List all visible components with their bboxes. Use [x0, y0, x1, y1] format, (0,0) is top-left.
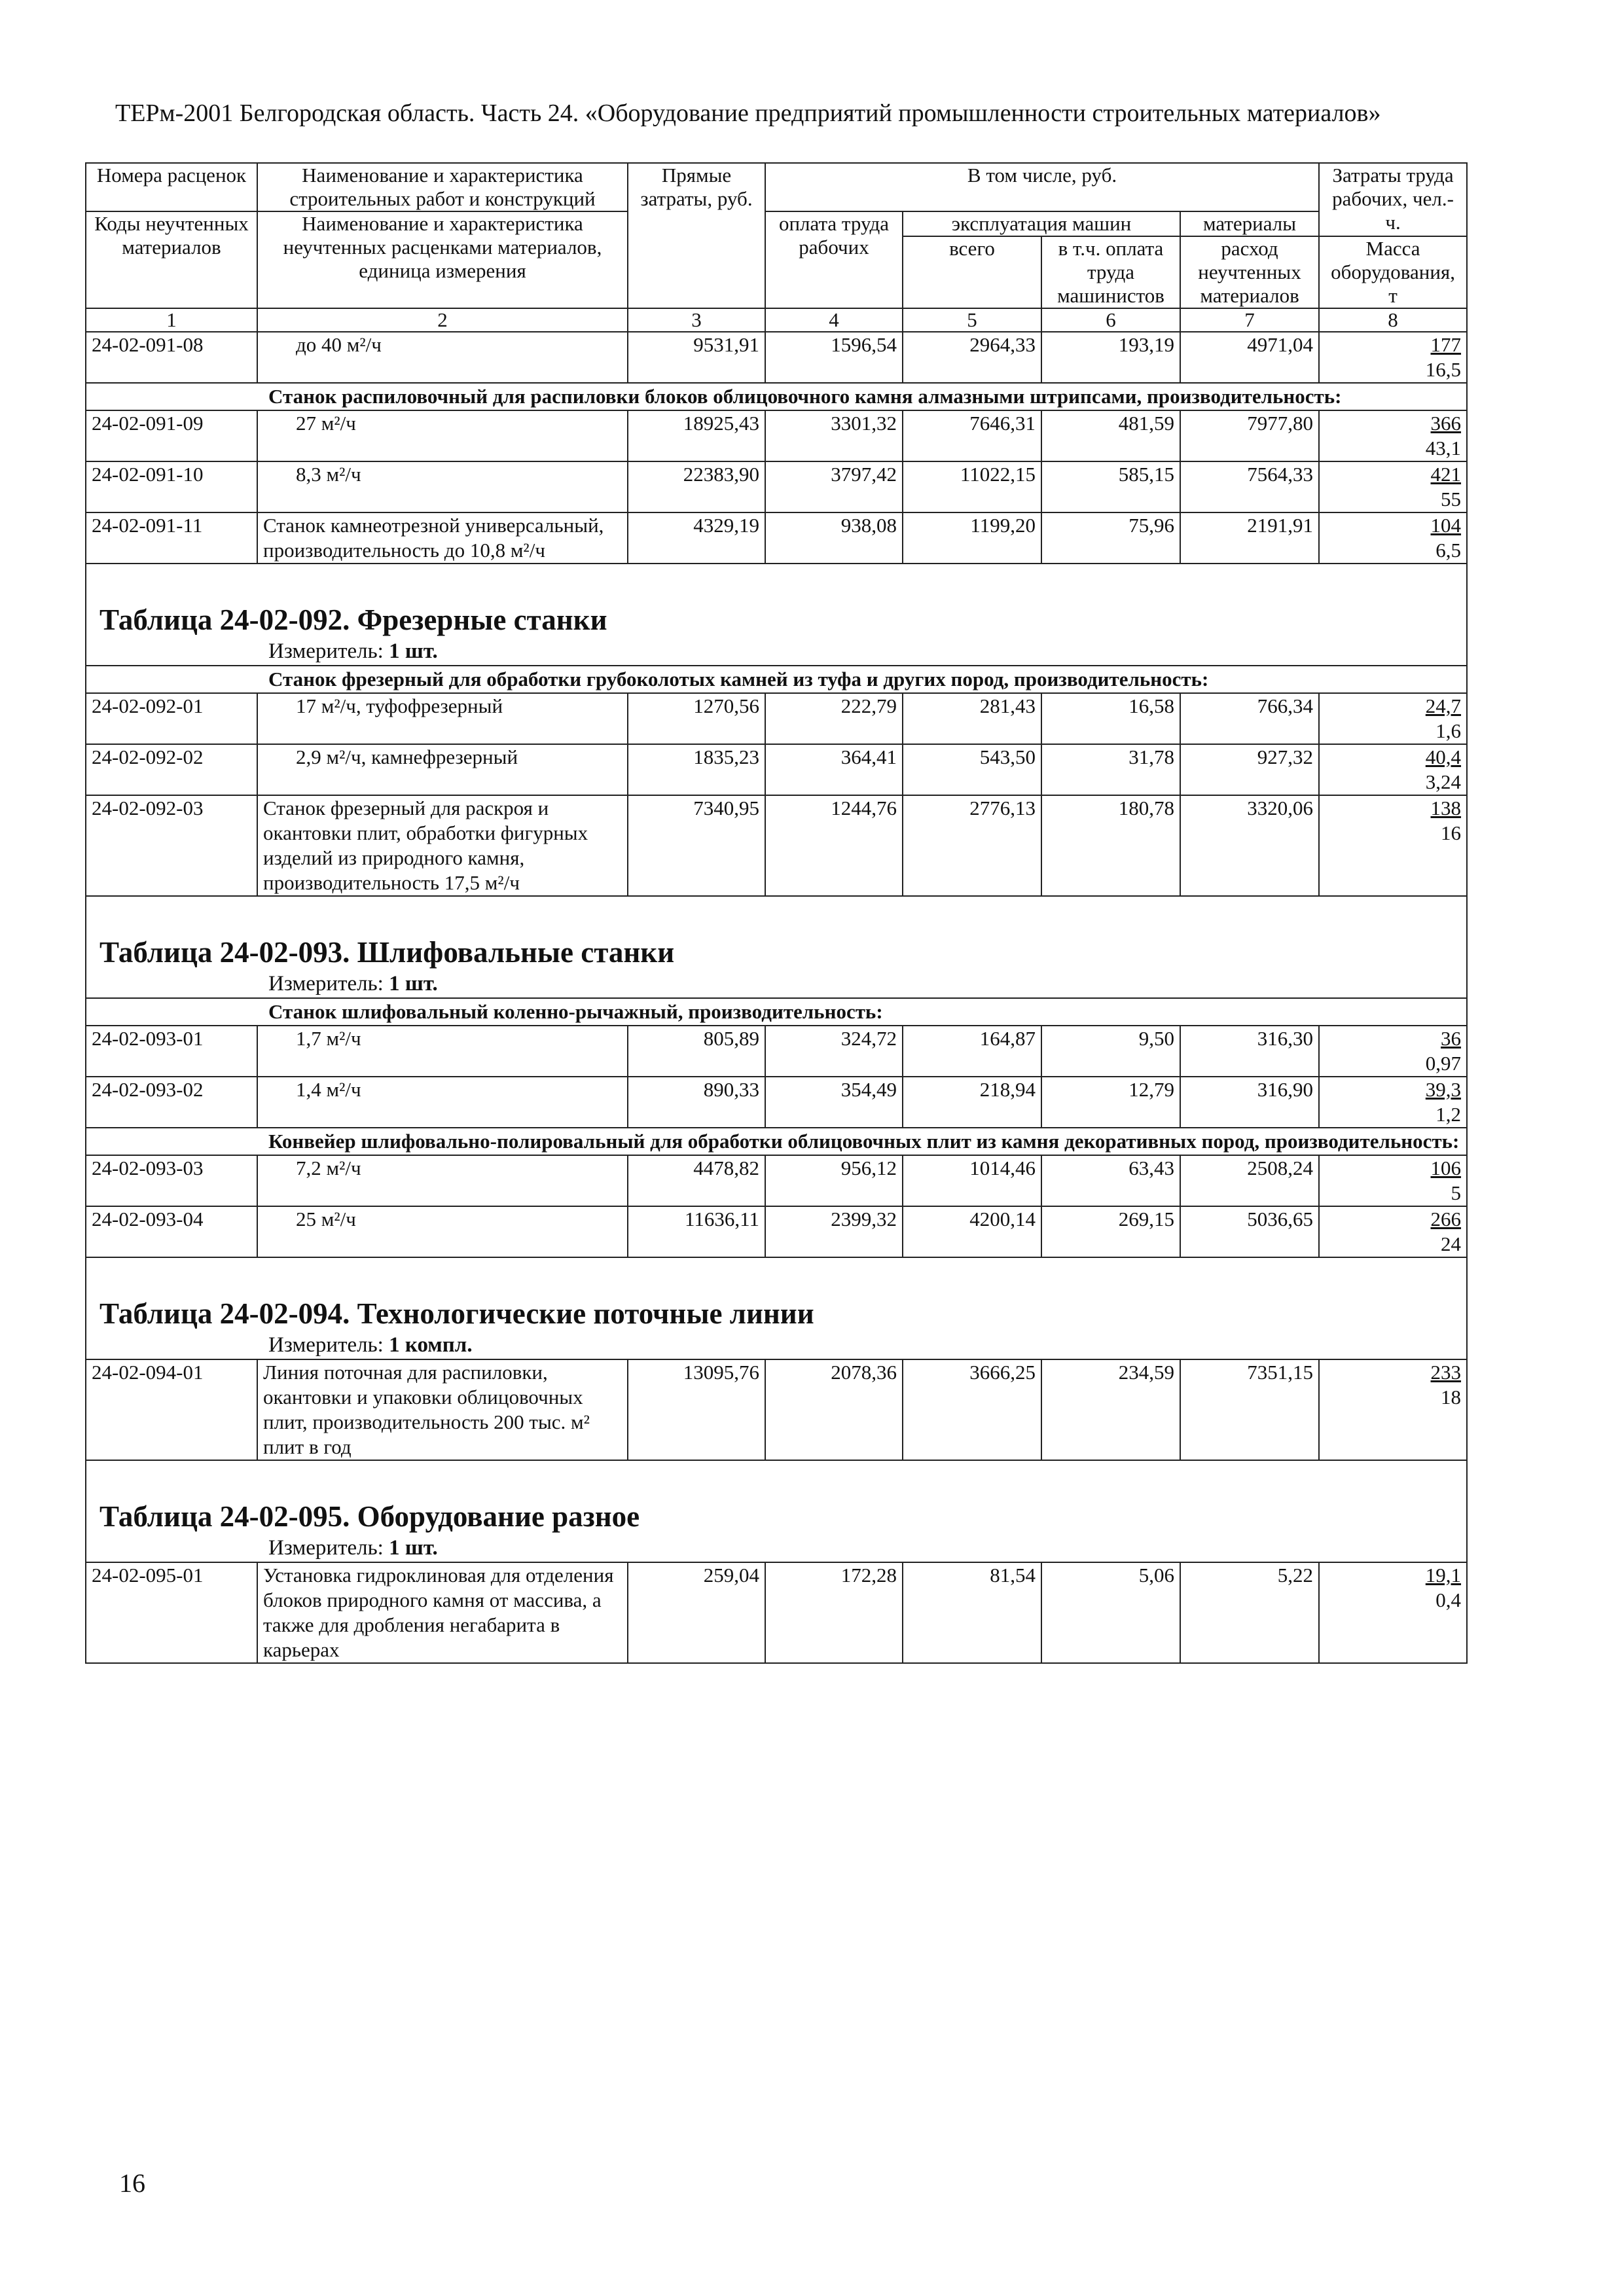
rates-table — [85, 162, 1468, 1664]
table-row — [86, 332, 1467, 383]
table-title-row — [86, 896, 1467, 970]
labor-and-mass — [1319, 1155, 1467, 1206]
materials-cost: 7351,15 — [1180, 1359, 1319, 1460]
unit-line — [86, 637, 1467, 666]
rate-code: 24-02-093-03 — [86, 1155, 257, 1206]
group-heading-row — [86, 383, 1467, 410]
labor-hours: 106 — [1430, 1157, 1462, 1179]
unit-value: 1 шт. — [389, 972, 438, 996]
table-row — [86, 1155, 1467, 1206]
header-row-1 — [86, 163, 1467, 211]
unit-label: Измеритель: — [268, 1536, 389, 1560]
machinist-pay: 269,15 — [1041, 1206, 1180, 1257]
worker-pay: 364,41 — [765, 744, 903, 795]
materials-cost: 927,32 — [1180, 744, 1319, 795]
col3-header: Прямые затраты, руб. — [628, 163, 765, 308]
group-heading: Станок распиловочный для распиловки блоков облицовочного камня алмазными штрипсами, производительность: — [86, 383, 1467, 410]
labor-and-mass — [1319, 410, 1467, 461]
labor-and-mass — [1319, 461, 1467, 512]
labor-hours: 19,1 — [1425, 1564, 1462, 1587]
direct-costs: 22383,90 — [628, 461, 765, 512]
labor-and-mass — [1319, 512, 1467, 564]
rate-description: Линия поточная для распиловки, окантовки и упаковки облицовочных плит, производительность 200 тыс. м² плит в год — [257, 1359, 628, 1460]
group-heading: Конвейер шлифовально-полировальный для обработки облицовочных плит из камня декоративных пород, производительность: — [86, 1128, 1467, 1155]
machinist-pay: 481,59 — [1041, 410, 1180, 461]
machines-total: 11022,15 — [903, 461, 1041, 512]
unit-line — [86, 970, 1467, 998]
machines-total: 1014,46 — [903, 1155, 1041, 1206]
machinist-pay: 75,96 — [1041, 512, 1180, 564]
labor-and-mass — [1319, 795, 1467, 896]
unit-label: Измеритель: — [268, 1333, 389, 1357]
machines-total: 7646,31 — [903, 410, 1041, 461]
direct-costs: 805,89 — [628, 1026, 765, 1077]
table-row — [86, 1026, 1467, 1077]
machinist-pay: 31,78 — [1041, 744, 1180, 795]
header-row-2 — [86, 211, 1467, 236]
labor-and-mass — [1319, 332, 1467, 383]
unit-row — [86, 970, 1467, 998]
rate-code: 24-02-091-11 — [86, 512, 257, 564]
col-number: 8 — [1319, 308, 1467, 332]
direct-costs: 1270,56 — [628, 693, 765, 744]
rate-code: 24-02-091-10 — [86, 461, 257, 512]
table-row — [86, 693, 1467, 744]
column-numbers-row — [86, 308, 1467, 332]
machines-total: 4200,14 — [903, 1206, 1041, 1257]
table-row — [86, 1359, 1467, 1460]
materials-cost: 2191,91 — [1180, 512, 1319, 564]
direct-costs: 13095,76 — [628, 1359, 765, 1460]
labor-and-mass — [1319, 744, 1467, 795]
col-number: 2 — [257, 308, 628, 332]
materials-header: материалы — [1180, 211, 1319, 236]
direct-costs: 259,04 — [628, 1562, 765, 1663]
group-heading: Станок фрезерный для обработки грубоколотых камней из туфа и других пород, производительность: — [86, 666, 1467, 693]
materials-cost: 2508,24 — [1180, 1155, 1319, 1206]
page-header-title: ТЕРм-2001 Белгородская область. Часть 24. «Оборудование предприятий промышленности строительных материалов» — [115, 99, 1381, 127]
table-title: Таблица 24-02-095. Оборудование разное — [86, 1460, 1467, 1534]
labor-and-mass — [1319, 1077, 1467, 1128]
col-number: 4 — [765, 308, 903, 332]
labor-hours: 104 — [1430, 514, 1462, 537]
equipment-mass: 18 — [1441, 1386, 1462, 1408]
labor-hours: 366 — [1430, 412, 1462, 435]
col8-top-header: Затраты труда рабочих, чел.-ч. — [1319, 163, 1467, 236]
rate-description: 27 м²/ч — [257, 410, 628, 461]
equipment-mass: 1,2 — [1435, 1103, 1462, 1126]
rate-code: 24-02-093-02 — [86, 1077, 257, 1128]
direct-costs: 9531,91 — [628, 332, 765, 383]
rate-description: 1,7 м²/ч — [257, 1026, 628, 1077]
unit-value: 1 шт. — [389, 1536, 438, 1560]
equipment-mass: 5 — [1451, 1181, 1462, 1204]
labor-hours: 40,4 — [1425, 745, 1462, 768]
rate-description: 2,9 м²/ч, камнефрезерный — [257, 744, 628, 795]
table-title: Таблица 24-02-092. Фрезерные станки — [86, 564, 1467, 637]
col7-header: расход неучтенных материалов — [1180, 236, 1319, 308]
machines-total: 81,54 — [903, 1562, 1041, 1663]
machines-total: 164,87 — [903, 1026, 1041, 1077]
equipment-mass: 0,97 — [1425, 1052, 1462, 1075]
machinist-pay: 63,43 — [1041, 1155, 1180, 1206]
equipment-mass: 0,4 — [1435, 1588, 1462, 1611]
page-number: 16 — [119, 2168, 145, 2198]
machinist-pay: 9,50 — [1041, 1026, 1180, 1077]
worker-pay: 1596,54 — [765, 332, 903, 383]
labor-and-mass — [1319, 693, 1467, 744]
worker-pay: 324,72 — [765, 1026, 903, 1077]
table-row — [86, 1077, 1467, 1128]
labor-hours: 24,7 — [1425, 694, 1462, 717]
machinist-pay: 193,19 — [1041, 332, 1180, 383]
equipment-mass: 3,24 — [1425, 770, 1462, 793]
direct-costs: 4478,82 — [628, 1155, 765, 1206]
direct-costs: 890,33 — [628, 1077, 765, 1128]
table-title-row — [86, 1257, 1467, 1331]
col-number: 5 — [903, 308, 1041, 332]
table-title: Таблица 24-02-093. Шлифовальные станки — [86, 896, 1467, 970]
worker-pay: 172,28 — [765, 1562, 903, 1663]
labor-hours: 177 — [1430, 333, 1462, 356]
table-row — [86, 512, 1467, 564]
machines-total: 2964,33 — [903, 332, 1041, 383]
rate-code: 24-02-091-09 — [86, 410, 257, 461]
materials-cost: 3320,06 — [1180, 795, 1319, 896]
group-heading-row — [86, 666, 1467, 693]
equipment-mass: 55 — [1441, 488, 1462, 511]
unit-value: 1 шт. — [389, 639, 438, 663]
rate-code: 24-02-092-01 — [86, 693, 257, 744]
table-row — [86, 1562, 1467, 1663]
machines-total: 2776,13 — [903, 795, 1041, 896]
machinist-pay: 234,59 — [1041, 1359, 1180, 1460]
worker-pay: 354,49 — [765, 1077, 903, 1128]
table-row — [86, 744, 1467, 795]
rate-code: 24-02-091-08 — [86, 332, 257, 383]
group-heading-row — [86, 1128, 1467, 1155]
col1-bottom-header: Коды неучтенных материалов — [86, 211, 257, 308]
labor-and-mass — [1319, 1562, 1467, 1663]
unit-row — [86, 1331, 1467, 1359]
worker-pay: 1244,76 — [765, 795, 903, 896]
worker-pay: 938,08 — [765, 512, 903, 564]
rate-description: 25 м²/ч — [257, 1206, 628, 1257]
unit-value: 1 компл. — [389, 1333, 473, 1357]
rate-description: Установка гидроклиновая для отделения блоков природного камня от массива, а также для дробления негабарита в карьерах — [257, 1562, 628, 1663]
rate-description: Станок камнеотрезной универсальный, производительность до 10,8 м²/ч — [257, 512, 628, 564]
unit-line — [86, 1534, 1467, 1562]
rate-description: 7,2 м²/ч — [257, 1155, 628, 1206]
labor-and-mass — [1319, 1206, 1467, 1257]
worker-pay: 2078,36 — [765, 1359, 903, 1460]
direct-costs: 11636,11 — [628, 1206, 765, 1257]
machinist-pay: 180,78 — [1041, 795, 1180, 896]
rate-code: 24-02-093-01 — [86, 1026, 257, 1077]
rate-code: 24-02-093-04 — [86, 1206, 257, 1257]
machines-total: 3666,25 — [903, 1359, 1041, 1460]
materials-cost: 316,30 — [1180, 1026, 1319, 1077]
machines-total: 543,50 — [903, 744, 1041, 795]
table-row — [86, 795, 1467, 896]
equipment-mass: 6,5 — [1435, 539, 1462, 562]
unit-row — [86, 1534, 1467, 1562]
unit-row — [86, 637, 1467, 666]
col-number: 1 — [86, 308, 257, 332]
worker-pay: 956,12 — [765, 1155, 903, 1206]
rate-code: 24-02-092-02 — [86, 744, 257, 795]
col6-header: в т.ч. оплата труда машинистов — [1041, 236, 1180, 308]
group-heading-row — [86, 998, 1467, 1026]
worker-pay: 3797,42 — [765, 461, 903, 512]
rate-code: 24-02-092-03 — [86, 795, 257, 896]
worker-pay: 2399,32 — [765, 1206, 903, 1257]
equipment-mass: 1,6 — [1435, 719, 1462, 742]
machinist-pay: 5,06 — [1041, 1562, 1180, 1663]
rate-description: до 40 м²/ч — [257, 332, 628, 383]
materials-cost: 5,22 — [1180, 1562, 1319, 1663]
col8-bottom-header: Масса оборудования, т — [1319, 236, 1467, 308]
machines-total: 1199,20 — [903, 512, 1041, 564]
table-row — [86, 410, 1467, 461]
unit-line — [86, 1331, 1467, 1359]
table-row — [86, 1206, 1467, 1257]
unit-label: Измеритель: — [268, 972, 389, 996]
col2-top-header: Наименование и характеристика строительных работ и конструкций — [257, 163, 628, 211]
rate-description: Станок фрезерный для раскроя и окантовки плит, обработки фигурных изделий из природного камня, производительность 17,5 м²/ч — [257, 795, 628, 896]
rate-code: 24-02-095-01 — [86, 1562, 257, 1663]
materials-cost: 7977,80 — [1180, 410, 1319, 461]
equipment-mass: 16 — [1441, 821, 1462, 844]
labor-hours: 421 — [1430, 463, 1462, 486]
col4-header: оплата труда рабочих — [765, 211, 903, 308]
col-number: 6 — [1041, 308, 1180, 332]
machinist-pay: 12,79 — [1041, 1077, 1180, 1128]
col5-header: всего — [903, 236, 1041, 308]
rate-code: 24-02-094-01 — [86, 1359, 257, 1460]
group-heading: Станок шлифовальный коленно-рычажный, производительность: — [86, 998, 1467, 1026]
col-number: 3 — [628, 308, 765, 332]
materials-cost: 4971,04 — [1180, 332, 1319, 383]
unit-label: Измеритель: — [268, 639, 389, 663]
labor-hours: 39,3 — [1425, 1078, 1462, 1101]
labor-hours: 138 — [1430, 797, 1462, 819]
table-title-row — [86, 564, 1467, 637]
table-row — [86, 461, 1467, 512]
machinist-pay: 16,58 — [1041, 693, 1180, 744]
col-number: 7 — [1180, 308, 1319, 332]
direct-costs: 1835,23 — [628, 744, 765, 795]
materials-cost: 5036,65 — [1180, 1206, 1319, 1257]
worker-pay: 3301,32 — [765, 410, 903, 461]
rate-description: 17 м²/ч, туфофрезерный — [257, 693, 628, 744]
machines-header: эксплуатация машин — [903, 211, 1180, 236]
machines-total: 218,94 — [903, 1077, 1041, 1128]
materials-cost: 316,90 — [1180, 1077, 1319, 1128]
equipment-mass: 43,1 — [1425, 437, 1462, 459]
incl-header: В том числе, руб. — [765, 163, 1319, 211]
labor-hours: 266 — [1430, 1208, 1462, 1230]
machinist-pay: 585,15 — [1041, 461, 1180, 512]
materials-cost: 766,34 — [1180, 693, 1319, 744]
worker-pay: 222,79 — [765, 693, 903, 744]
labor-hours: 233 — [1430, 1361, 1462, 1384]
direct-costs: 18925,43 — [628, 410, 765, 461]
col2-bottom-header: Наименование и характеристика неучтенных расценками материалов, единица измерения — [257, 211, 628, 308]
machines-total: 281,43 — [903, 693, 1041, 744]
rate-description: 1,4 м²/ч — [257, 1077, 628, 1128]
direct-costs: 4329,19 — [628, 512, 765, 564]
direct-costs: 7340,95 — [628, 795, 765, 896]
table-title-row — [86, 1460, 1467, 1534]
equipment-mass: 24 — [1441, 1232, 1462, 1255]
materials-cost: 7564,33 — [1180, 461, 1319, 512]
col1-top-header: Номера расценок — [86, 163, 257, 211]
equipment-mass: 16,5 — [1425, 358, 1462, 381]
labor-and-mass — [1319, 1026, 1467, 1077]
rate-description: 8,3 м²/ч — [257, 461, 628, 512]
labor-hours: 36 — [1441, 1027, 1462, 1050]
table-title: Таблица 24-02-094. Технологические поточные линии — [86, 1257, 1467, 1331]
labor-and-mass — [1319, 1359, 1467, 1460]
